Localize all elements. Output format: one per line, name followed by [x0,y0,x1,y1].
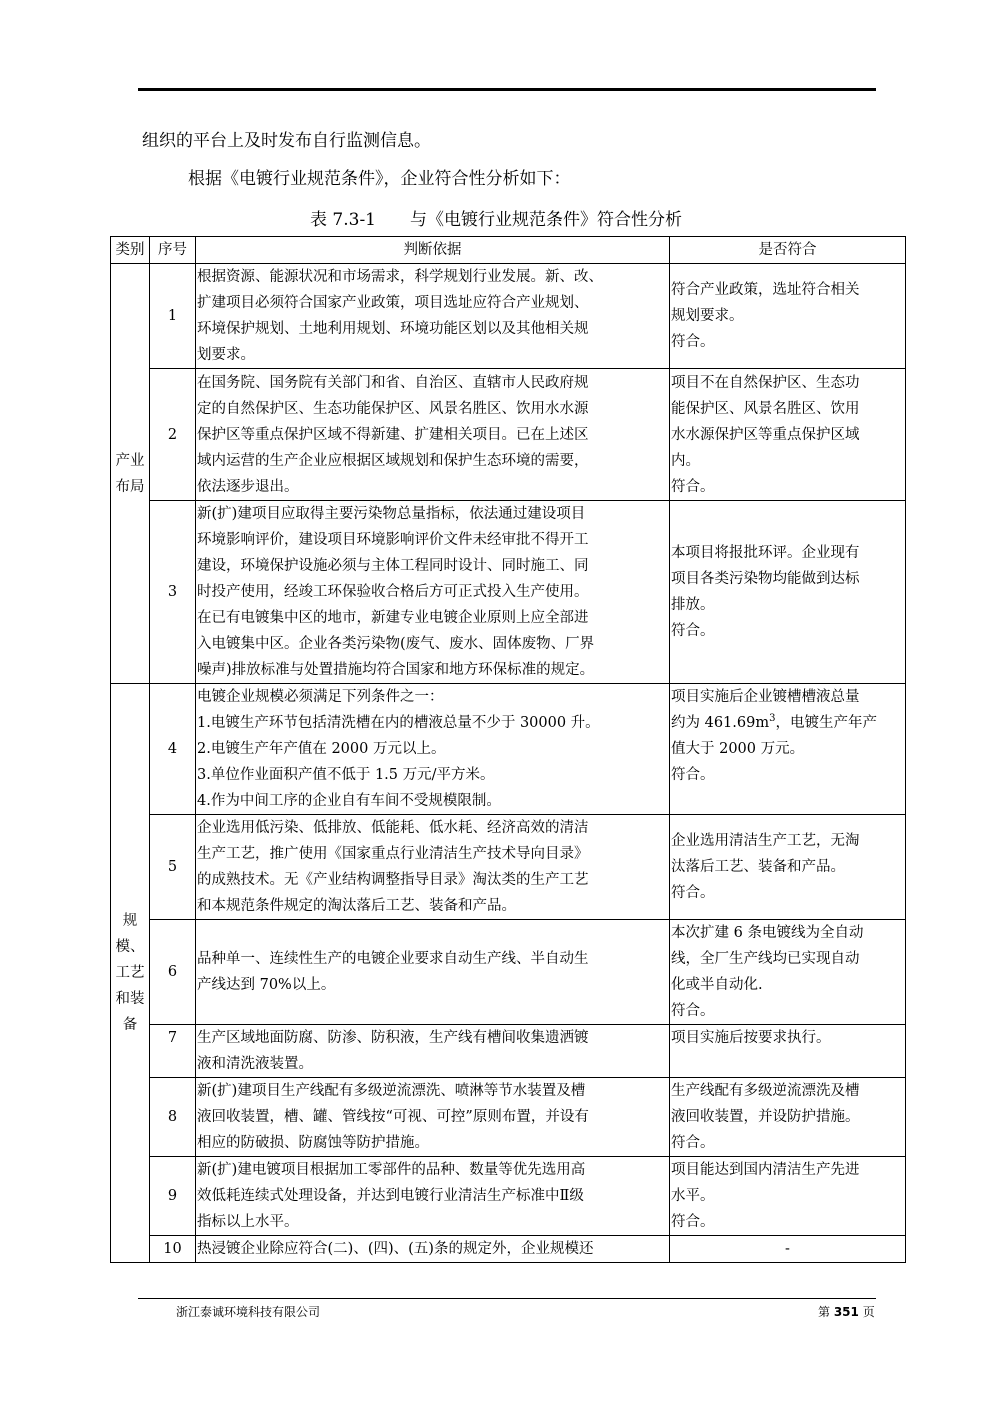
body-text-line-2: 根据《电镀行业规范条件》，企业符合性分析如下： [188,169,571,189]
result-cell [670,684,906,815]
basis-cell [196,1236,670,1263]
category-text: 规 [122,913,138,929]
basis-line: 液和清洗液装置。 [197,1056,313,1072]
basis-line: 4.作为中间工序的企业自有车间不受规模限制。 [197,793,501,809]
basis-line: 效低耗连续式处理设备，并达到电镀行业清洁生产标准中Ⅱ级 [197,1188,584,1204]
seq-cell: 2 [150,369,196,501]
category-text: 和装 [115,991,145,1007]
result-line: 符合。 [671,1003,715,1019]
result-line: 企业选用清洁生产工艺，无淘 [671,833,860,849]
result-cell [670,1157,906,1236]
result-line: - [785,1241,790,1257]
result-line: 能保护区、风景名胜区、饮用 [671,400,860,417]
basis-cell [196,684,670,815]
result-line: 化或半自动化. [671,977,763,993]
result-line [671,710,904,736]
table-header-row [111,237,906,264]
table-row [111,684,906,815]
basis-line: 环境影响评价，建设项目环境影响评价文件未经审批不得开工 [197,532,589,548]
table-row [111,264,906,369]
basis-line: 在国务院、国务院有关部门和省、自治区、直辖市人民政府规 [197,374,589,391]
basis-line: 根据资源、能源状况和市场需求，科学规划行业发展。新、改、 [197,269,603,285]
result-line: 本项目将报批环评。企业现有 [671,545,860,561]
result-line: 液回收装置，并设防护措施。 [671,1109,860,1125]
basis-line: 产线达到 70%以上。 [197,977,336,993]
result-line: 符合。 [671,1135,715,1151]
basis-line: 新(扩)建项目应取得主要污染物总量指标，依法通过建设项目 [197,506,586,522]
table-row [111,1078,906,1157]
result-line: 项目能达到国内清洁生产先进 [671,1162,860,1178]
basis-line: 依法逐步退出。 [197,478,299,495]
basis-cell [196,1078,670,1157]
result-line: 符合。 [671,623,715,639]
result-cell [670,264,906,369]
basis-cell [196,501,670,684]
result-cell [670,1025,906,1078]
result-line: 符合。 [671,478,715,495]
seq-cell: 10 [150,1236,196,1263]
result-line: 项目不在自然保护区、生态功 [671,374,860,391]
footer-page-number [818,1303,875,1320]
basis-line: 液回收装置，槽、罐、管线按“可视、可控”原则布置，并设有 [197,1109,589,1125]
header-result: 是否符合 [670,237,906,264]
footer-company: 浙江泰诚环境科技有限公司 [176,1305,321,1319]
result-line: 项目实施后企业镀槽槽液总量 [671,689,860,705]
basis-line: 1.电镀生产环节包括清洗槽在内的槽液总量不少于 30000 升。 [197,715,600,731]
result-line: 排放。 [671,597,715,613]
seq-cell: 9 [150,1157,196,1236]
table-row [111,369,906,501]
basis-cell [196,369,670,501]
basis-cell [196,1157,670,1236]
result-line: 符合。 [671,1214,715,1230]
result-line: 符合。 [671,334,715,350]
page-prefix: 第 [818,1305,834,1319]
header-seq: 序号 [150,237,196,264]
basis-line: 定的自然保护区、生态功能保护区、风景名胜区、饮用水水源 [197,400,589,417]
basis-line: 的成熟技术。无《产业结构调整指导目录》淘汰类的生产工艺 [197,872,589,888]
basis-line: 电镀企业规模必须满足下列条件之一： [197,689,444,705]
header-category: 类别 [111,237,150,264]
basis-line: 环境保护规划、土地利用规划、环境功能区划以及其他相关规 [197,321,589,337]
basis-line: 相应的防破损、防腐蚀等防护措施。 [197,1135,429,1151]
basis-cell [196,815,670,920]
basis-line: 保护区等重点保护区域不得新建、扩建相关项目。已在上述区 [197,426,589,443]
basis-line: 域内运营的生产企业应根据区域规划和保护生态环境的需要， [197,452,589,469]
seq-cell: 4 [150,684,196,815]
basis-line: 划要求。 [197,347,255,363]
result-volume: 约为 461.69m [671,715,770,731]
basis-line: 入电镀集中区。企业各类污染物(废气、废水、固体废物、厂界 [197,636,595,652]
table-row [111,1157,906,1236]
basis-line: 生产工艺，推广使用《国家重点行业清洁生产技术导向目录》 [197,846,589,862]
superscript: 3 [769,713,776,725]
seq-cell: 1 [150,264,196,369]
result-line: 项目实施后按要求执行。 [671,1030,831,1046]
basis-line: 指标以上水平。 [197,1214,299,1230]
seq-cell: 3 [150,501,196,684]
page-suffix: 页 [858,1305,875,1319]
result-cell [670,1236,906,1263]
category-layout [111,264,150,684]
result-cell [670,1078,906,1157]
basis-line: 企业选用低污染、低排放、低能耗、低水耗、经济高效的清洁 [197,820,589,836]
table-row [111,815,906,920]
category-text: 产业 [115,452,145,469]
basis-line: 品种单一、连续性生产的电镀企业要求自动生产线、半自动生 [197,951,589,967]
result-line: 符合。 [671,767,715,783]
result-line: 符合产业政策，选址符合相关 [671,282,860,298]
table-row [111,920,906,1025]
basis-line: 热浸镀企业除应符合(二)、(四)、(五)条的规定外，企业规模还 [197,1241,594,1257]
category-scale [111,684,150,1263]
result-line: 值大于 2000 万元。 [671,741,805,757]
category-text: 布局 [115,478,145,495]
basis-line: 生产区域地面防腐、防渗、防积液，生产线有槽间收集遗洒镀 [197,1030,589,1046]
result-cell [670,920,906,1025]
result-line: 汰落后工艺、装备和产品。 [671,859,845,875]
header-rule [138,88,876,91]
basis-line: 噪声)排放标准与处置措施均符合国家和地方环保标准的规定。 [197,662,595,678]
header-basis: 判断依据 [196,237,670,264]
result-cell [670,369,906,501]
table-caption: 表 7.3-1 与《电镀行业规范条件》符合性分析 [310,210,682,230]
category-text: 工艺 [115,965,145,981]
result-line: 符合。 [671,885,715,901]
body-text-line-1: 组织的平台上及时发布自行监测信息。 [142,131,431,151]
category-text: 备 [122,1017,138,1033]
seq-cell: 6 [150,920,196,1025]
category-text: 模、 [115,939,145,955]
table-row [111,1025,906,1078]
footer-rule [138,1298,876,1299]
page-number: 351 [833,1305,859,1319]
basis-line: 在已有电镀集中区的地市，新建专业电镀企业原则上应全部进 [197,610,589,626]
result-cell [670,501,906,684]
result-line: 水水源保护区等重点保护区域 [671,426,860,443]
seq-cell: 8 [150,1078,196,1157]
seq-cell: 7 [150,1025,196,1078]
basis-line: 时投产使用，经竣工环保验收合格后方可正式投入生产使用。 [197,584,589,600]
compliance-table [110,236,906,1263]
basis-line: 新(扩)建项目生产线配有多级逆流漂洗、喷淋等节水装置及槽 [197,1083,586,1099]
basis-line: 3.单位作业面积产值不低于 1.5 万元/平方米。 [197,767,495,783]
basis-line: 扩建项目必须符合国家产业政策，项目选址应符合产业规划、 [197,295,589,311]
result-line: 本次扩建 6 条电镀线为全自动 [671,925,864,941]
result-line: 项目各类污染物均能做到达标 [671,571,860,587]
result-line: 内。 [671,452,700,469]
table-row [111,1236,906,1263]
basis-line: 2.电镀生产年产值在 2000 万元以上。 [197,741,446,757]
result-line: 规划要求。 [671,308,744,324]
basis-line: 新(扩)建电镀项目根据加工零部件的品种、数量等优先选用高 [197,1162,586,1178]
basis-cell [196,1025,670,1078]
basis-line: 建设，环境保护设施必须与主体工程同时设计、同时施工、同 [197,558,589,574]
result-line: 线，全厂生产线均已实现自动 [671,951,860,967]
result-line: 水平。 [671,1188,715,1204]
result-text: ，电镀生产年产 [775,715,877,731]
table-row [111,501,906,684]
result-cell [670,815,906,920]
basis-line: 和本规范条件规定的淘汰落后工艺、装备和产品。 [197,898,516,914]
seq-cell: 5 [150,815,196,920]
result-line: 生产线配有多级逆流漂洗及槽 [671,1083,860,1099]
basis-cell [196,920,670,1025]
basis-cell [196,264,670,369]
